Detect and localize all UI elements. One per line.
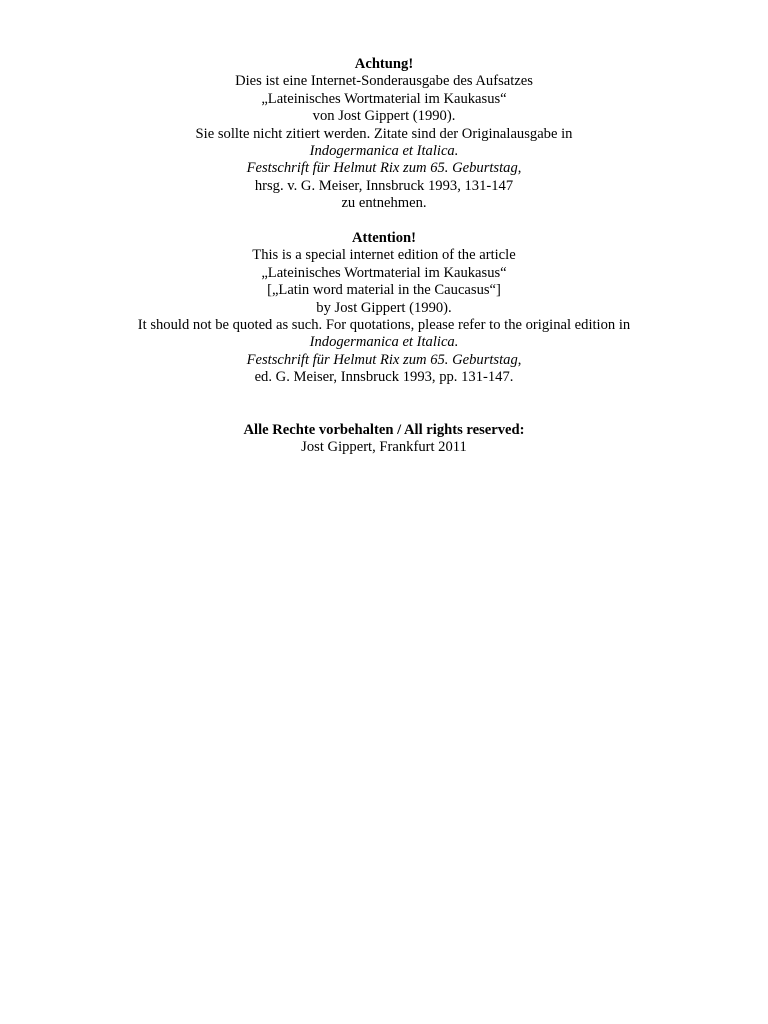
english-festschrift-comma: ,	[517, 351, 522, 368]
german-heading: Achtung!	[354, 56, 414, 72]
english-title-translation: [„Latin word material in the Caucasus“]	[267, 282, 501, 299]
section-spacer	[0, 213, 768, 230]
german-article-title: „Lateinisches Wortmaterial im Kaukasus“	[261, 90, 507, 107]
rights-holder-line: Jost Gippert, Frankfurt 2011	[301, 438, 467, 455]
rights-notice	[0, 422, 768, 457]
german-festschrift-title: Festschrift für Helmut Rix zum 65. Geburtstag	[246, 160, 518, 177]
english-author-line: by Jost Gippert (1990).	[316, 299, 452, 316]
english-festschrift-line	[0, 352, 768, 369]
english-editor-line: ed. G. Meiser, Innsbruck 1993, pp. 131-147.	[254, 369, 514, 386]
german-publication-title: Indogermanica et Italica.	[309, 143, 459, 160]
german-citation-notice: Sie sollte nicht zitiert werden. Zitate sind der Originalausgabe in	[195, 125, 573, 142]
german-closing-line: zu entnehmen.	[341, 195, 427, 212]
document-page	[0, 56, 768, 456]
english-line-1: This is a special internet edition of the article	[252, 247, 516, 264]
german-line-1: Dies ist eine Internet-Sonderausgabe des Aufsatzes	[235, 73, 533, 90]
english-citation-notice: It should not be quoted as such. For quotations, please refer to the original edition in	[137, 317, 631, 334]
german-editor-line: hrsg. v. G. Meiser, Innsbruck 1993, 131-147	[254, 177, 514, 194]
german-festschrift-comma: ,	[517, 160, 522, 177]
section-spacer	[0, 387, 768, 422]
german-author-line: von Jost Gippert (1990).	[312, 108, 456, 125]
english-festschrift-title: Festschrift für Helmut Rix zum 65. Geburtstag	[246, 351, 518, 368]
german-notice	[0, 56, 768, 213]
german-festschrift-line	[0, 160, 768, 177]
english-heading: Attention!	[351, 230, 417, 247]
rights-heading: Alle Rechte vorbehalten / All rights reserved:	[243, 421, 525, 438]
english-notice	[0, 230, 768, 387]
english-article-title: „Lateinisches Wortmaterial im Kaukasus“	[261, 264, 507, 281]
english-publication-title: Indogermanica et Italica.	[309, 334, 459, 351]
